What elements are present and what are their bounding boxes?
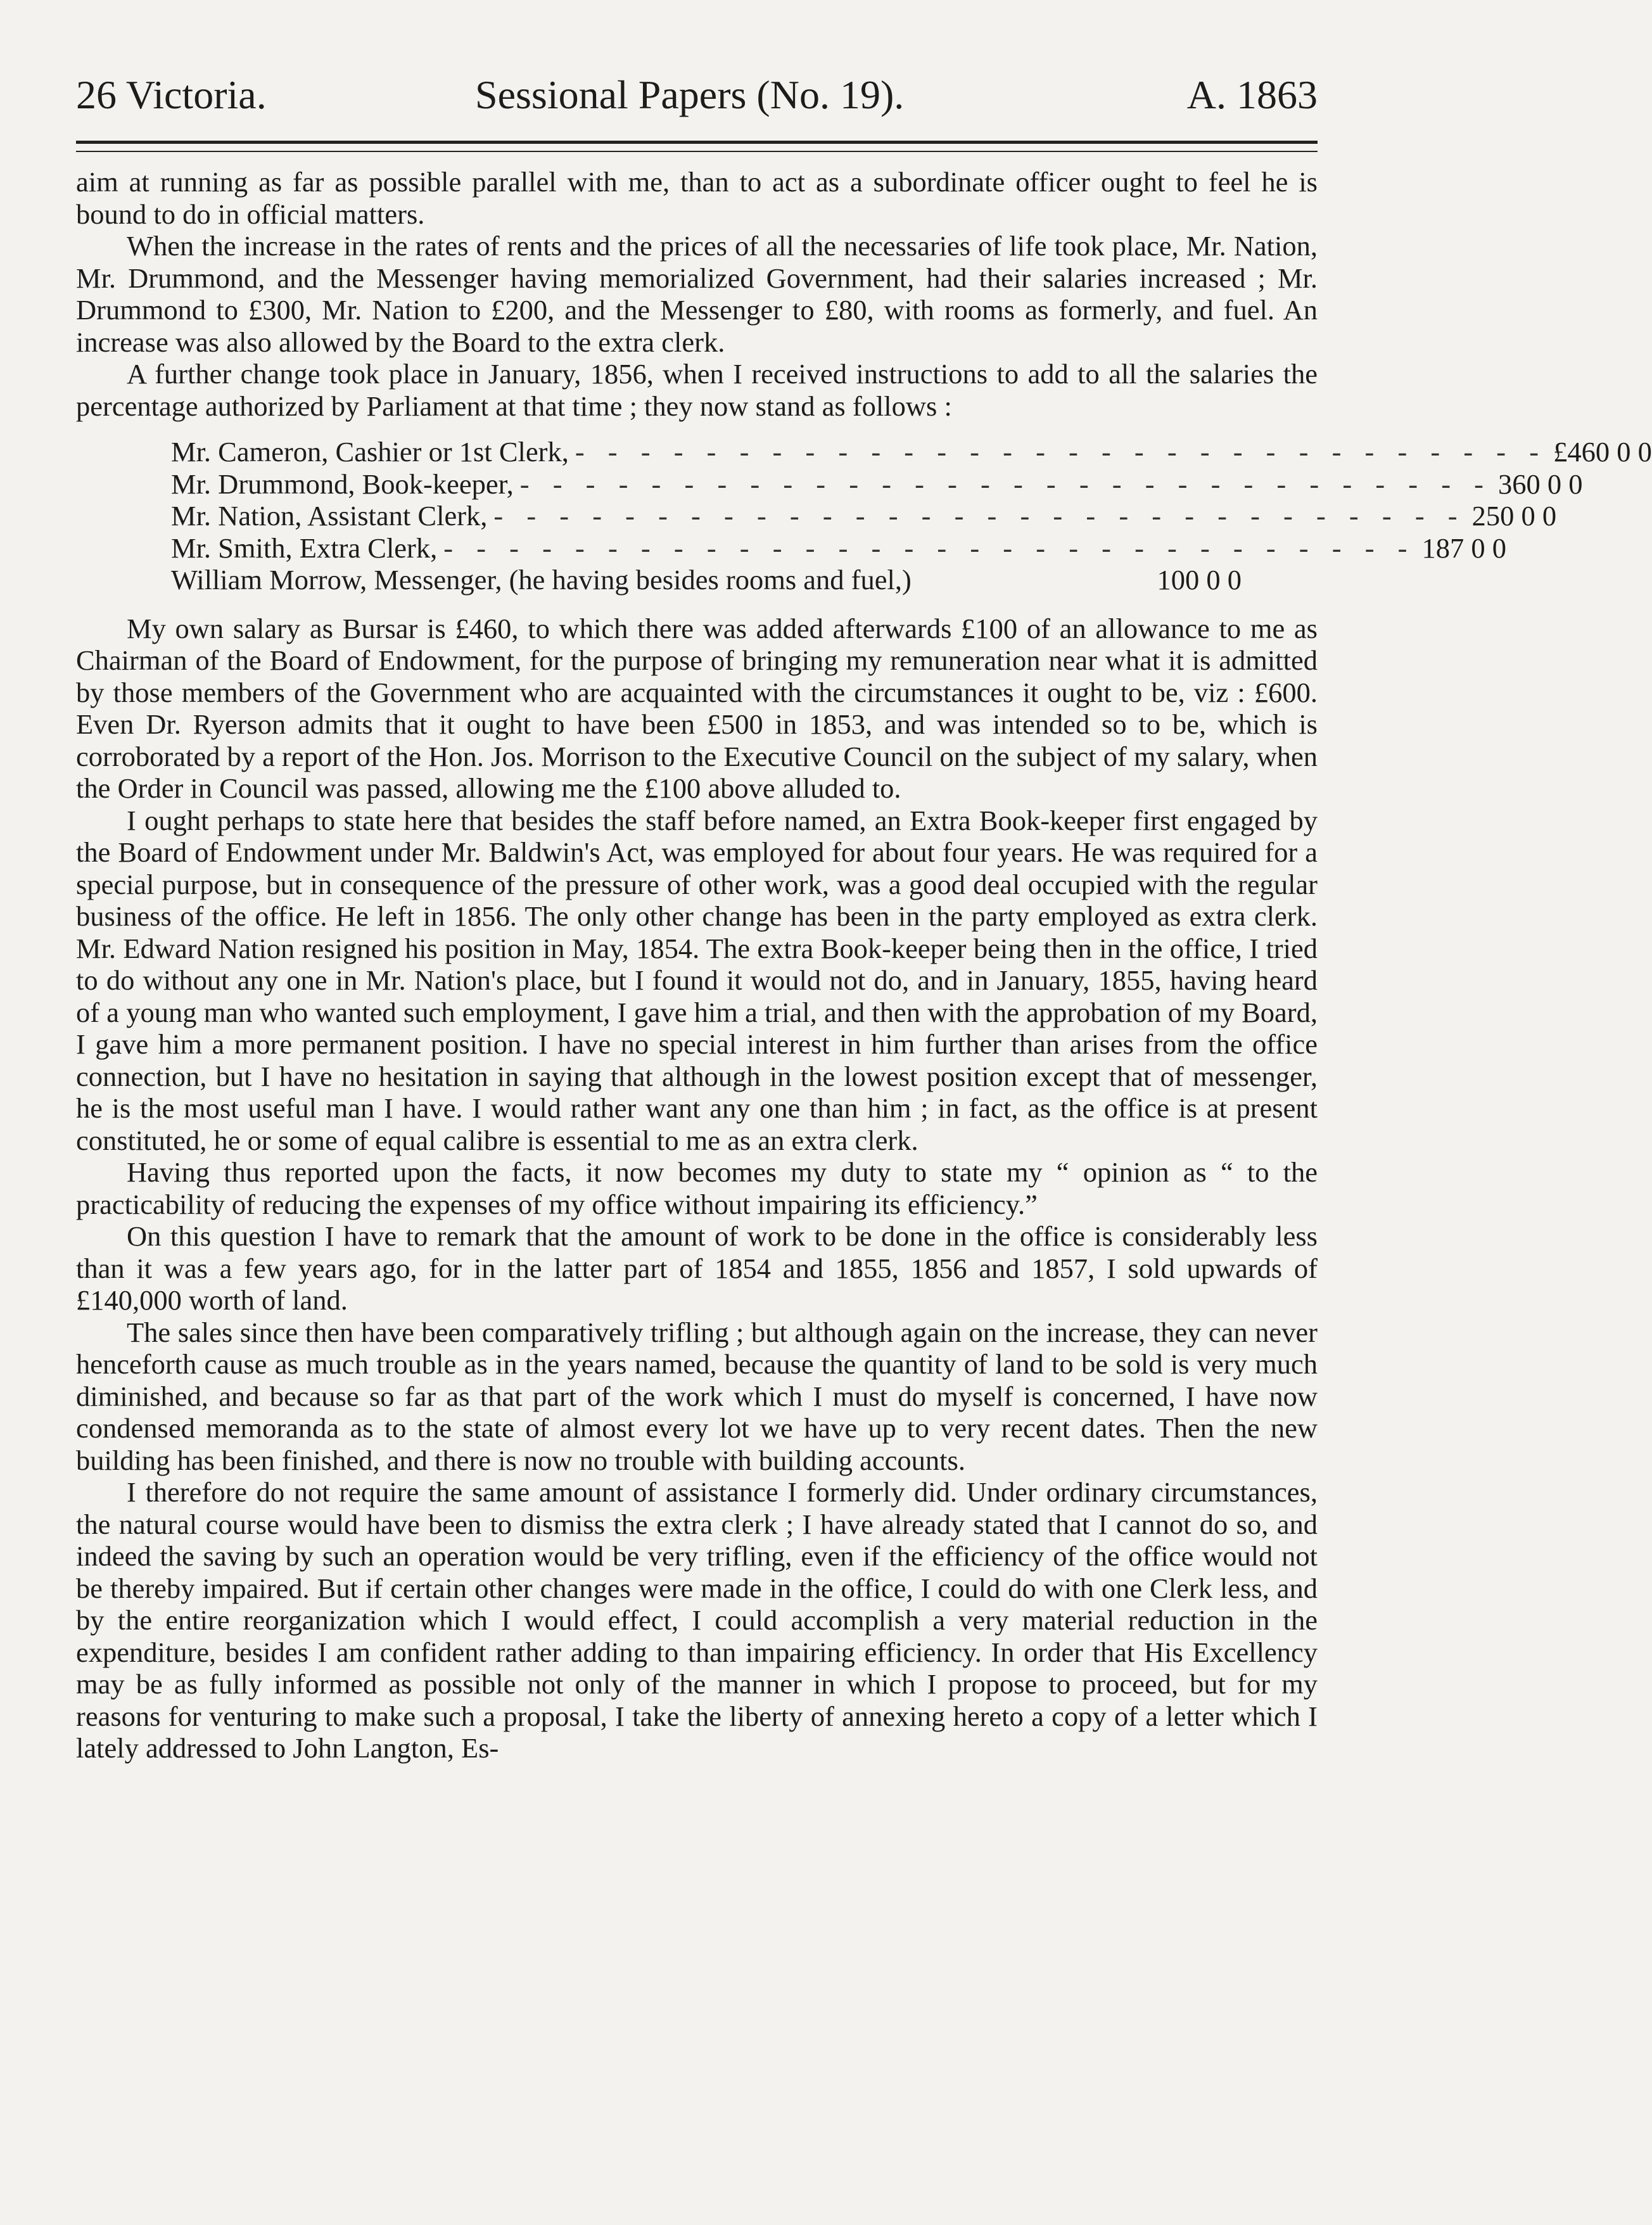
leader-dots: - - - - - - - - - - - - - - - - - - - - - - - - - - - - - - (575, 436, 1547, 468)
salary-name: Mr. Smith, Extra Clerk, (171, 532, 438, 564)
salary-row (171, 532, 1506, 564)
paragraph-sales: The sales since then have been comparatively trifling ; but although again on the increase, they can never henceforth cause as much trouble as in the years named, because the quantity of land to be sold is very much diminished, and because so far as that part of the work which I must do myself is concerned, I have now condensed memoranda as to the state of almost every lot we have up to very recent dates. Then the new building has been finished, and there is now no trouble with building accounts. (76, 1316, 1318, 1476)
salary-amount: 100 0 0 (1157, 564, 1242, 596)
header-sessional-papers: Sessional Papers (No. 19). (475, 72, 905, 117)
salary-row (171, 436, 1652, 468)
document-body (76, 166, 1652, 1764)
paragraph-assistance: I therefore do not require the same amount of assistance I formerly did. Under ordinary circumstances, the natural course would have been to dismiss the extra clerk ; I have already stated that I cannot do so, and indeed the saving by such an operation would be very trifling, even if the efficiency of the office would not be thereby impaired. But if certain other changes were made in the office, I could do with one Clerk less, and by the entire reorganization which I would effect, I could accomplish a very material reduction in the expenditure, besides I am confident rather adding to than impairing efficiency. In order that His Excellency may be as fully informed as possible not only of the manner in which I propose to proceed, but for my reasons for venturing to make such a proposal, I take the liberty of annexing hereto a copy of a letter which I lately addressed to John Langton, Es- (76, 1476, 1318, 1764)
paragraph-continuation: aim at running as far as possible parallel with me, than to act as a subordinate officer ought to feel he is bound to do in official matters. (76, 166, 1318, 230)
salary-amount: 360 0 0 (1497, 468, 1583, 500)
salary-row (171, 564, 1242, 596)
leader-dots: - - - - - - - - - - - - - - - - - - - - - - - - - - - - - - (493, 500, 1466, 532)
paragraph-further-change: A further change took place in January, 1856, when I received instructions to add to all the salaries the percentage authorized by Parliament at that time ; they now stand as follows : (76, 358, 1318, 422)
salary-amount: 250 0 0 (1471, 500, 1557, 532)
salary-name: Mr. Cameron, Cashier or 1st Clerk, (171, 436, 569, 468)
header-rule-thick (76, 141, 1318, 144)
salary-name: William Morrow, Messenger, (he having besides rooms and fuel,) (171, 564, 912, 596)
leader-dots: - - - - - - - - - - - - - - - - - - - - - - - - - - - - - - (519, 468, 1492, 500)
header-session: 26 Victoria. (76, 72, 267, 117)
salary-row (171, 500, 1557, 532)
header-rule-thin (76, 151, 1318, 152)
page-header (76, 63, 1318, 127)
paragraph-bursar-salary: My own salary as Bursar is £460, to which there was added afterwards £100 of an allowance to me as Chairman of the Board of Endowment, for the purpose of bringing my remuneration near what it is admitted by those members of the Government who are acquainted with the circumstances it ought to be, viz : £600. Even Dr. Ryerson admits that it ought to have been £500 in 1853, and was intended so to be, which is corroborated by a report of the Hon. Jos. Morrison to the Executive Council on the subject of my salary, when the Order in Council was passed, allowing me the £100 above alluded to. (76, 612, 1318, 804)
salary-row (171, 468, 1583, 500)
salary-name: Mr. Drummond, Book-keeper, (171, 468, 514, 500)
paragraph-extra-bookkeeper: I ought perhaps to state here that besides the staff before named, an Extra Book-keeper first engaged by the Board of Endowment under Mr. Baldwin's Act, was employed for about four years. He was required for a special purpose, but in consequence of the pressure of other work, was a good deal occupied with the regular business of the office. He left in 1856. The only other change has been in the party employed as extra clerk. Mr. Edward Nation resigned his position in May, 1854. The extra Book-keeper being then in the office, I tried to do without any one in Mr. Nation's place, but I found it would not do, and in January, 1855, having heard of a young man who wanted such employment, I gave him a trial, and then with the approbation of my Board, I gave him a more permanent position. I have no special interest in him further than arises from the office connection, but I have no hesitation in saying that although in the lowest position except that of messenger, he is the most useful man I have. I would rather want any one than him ; in fact, as the office is at present constituted, he or some of equal calibre is essential to me as an extra clerk. (76, 804, 1318, 1156)
leader-dots: - - - - - - - - - - - - - - - - - - - - - - - - - - - - - - (443, 532, 1416, 564)
salary-amount: £460 0 0 (1553, 436, 1652, 468)
salary-amount: 187 0 0 (1421, 532, 1506, 564)
header-year: A. 1863 (1186, 72, 1318, 117)
paragraph-opinion: Having thus reported upon the facts, it now becomes my duty to state my “ opinion as “ to the practicability of reducing the expenses of my office without impairing its efficiency.” (76, 1156, 1318, 1220)
salary-name: Mr. Nation, Assistant Clerk, (171, 500, 488, 532)
paragraph-work-amount: On this question I have to remark that the amount of work to be done in the office is considerably less than it was a few years ago, for in the latter part of 1854 and 1855, 1856 and 1857, I sold upwards of £140,000 worth of land. (76, 1220, 1318, 1316)
paragraph-salary-increase: When the increase in the rates of rents and the prices of all the necessaries of life took place, Mr. Nation, Mr. Drummond, and the Messenger having memorialized Government, had their salaries increased ; Mr. Drummond to £300, Mr. Nation to £200, and the Messenger to £80, with rooms as formerly, and fuel. An increase was also allowed by the Board to the extra clerk. (76, 230, 1318, 358)
salary-table (171, 436, 1652, 596)
